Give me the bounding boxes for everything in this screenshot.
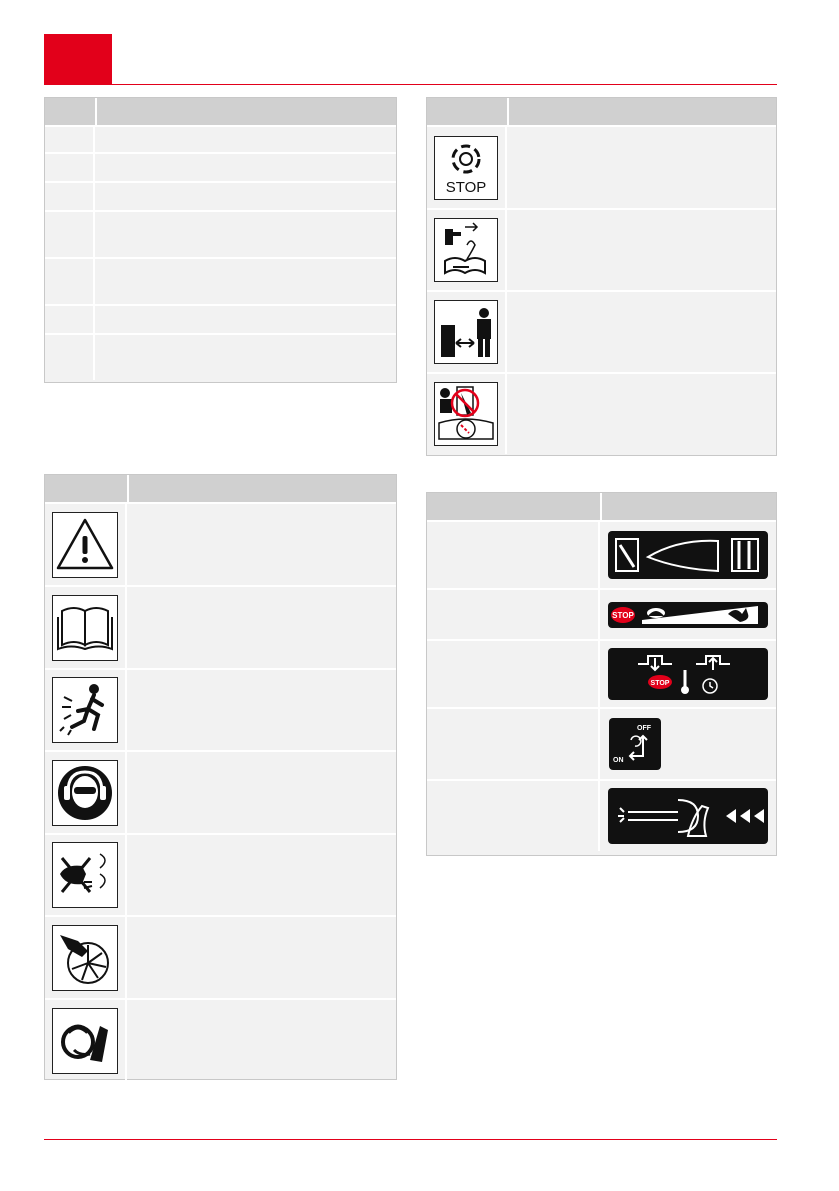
read-manual-icon (52, 595, 118, 661)
table-row (45, 125, 396, 152)
table-header (45, 98, 396, 125)
safety-symbols-table (44, 474, 397, 1080)
keep-distance-icon (434, 300, 498, 364)
table-row (427, 208, 776, 290)
table-row (427, 707, 776, 779)
hand-in-chute-prohibited-icon (434, 382, 498, 446)
maintenance-manual-icon (434, 218, 498, 282)
table-row (427, 125, 776, 208)
numbered-items-table (44, 97, 397, 383)
wear-ear-eye-protection-icon (52, 760, 118, 826)
table-header (427, 493, 776, 520)
thrown-objects-icon (52, 677, 118, 743)
table-row (45, 152, 396, 181)
table-row (45, 304, 396, 333)
table-row (45, 915, 396, 998)
table-row (45, 257, 396, 304)
footer-rule (44, 1139, 777, 1140)
controls-table (426, 492, 777, 856)
table-header (427, 98, 776, 125)
table-row (427, 779, 776, 851)
on-off-switch-icon (609, 718, 661, 770)
throttle-speed-icon (608, 602, 768, 628)
foot-injury-icon (52, 1008, 118, 1074)
table-row (45, 833, 396, 915)
table-row (45, 585, 396, 668)
throttle-stop-label: STOP (612, 610, 634, 620)
warning-triangle-icon (52, 512, 118, 578)
header-rule (44, 84, 777, 85)
table-row (45, 750, 396, 833)
table-row (45, 333, 396, 380)
table-row (45, 502, 396, 585)
stop-label: STOP (445, 178, 487, 196)
on-label: ON (613, 757, 624, 764)
machine-symbols-table (426, 97, 777, 456)
table-row (45, 210, 396, 257)
engine-stop-icon (608, 648, 768, 700)
primer-bulb-icon (608, 788, 768, 844)
table-row (427, 372, 776, 454)
no-hands-feet-icon (52, 842, 118, 908)
cutting-blade-hand-icon (52, 925, 118, 991)
chapter-tab (44, 34, 112, 84)
stop-rotating-parts-icon (434, 136, 498, 200)
table-row (427, 588, 776, 639)
table-row (427, 639, 776, 707)
table-row (427, 520, 776, 588)
table-row (45, 181, 396, 210)
choke-lever-icon (608, 531, 768, 579)
table-header (45, 475, 396, 502)
table-row (45, 668, 396, 750)
off-label: OFF (637, 725, 651, 732)
table-row (427, 290, 776, 372)
table-row (45, 998, 396, 1081)
engine-stop-label: STOP (650, 680, 670, 687)
